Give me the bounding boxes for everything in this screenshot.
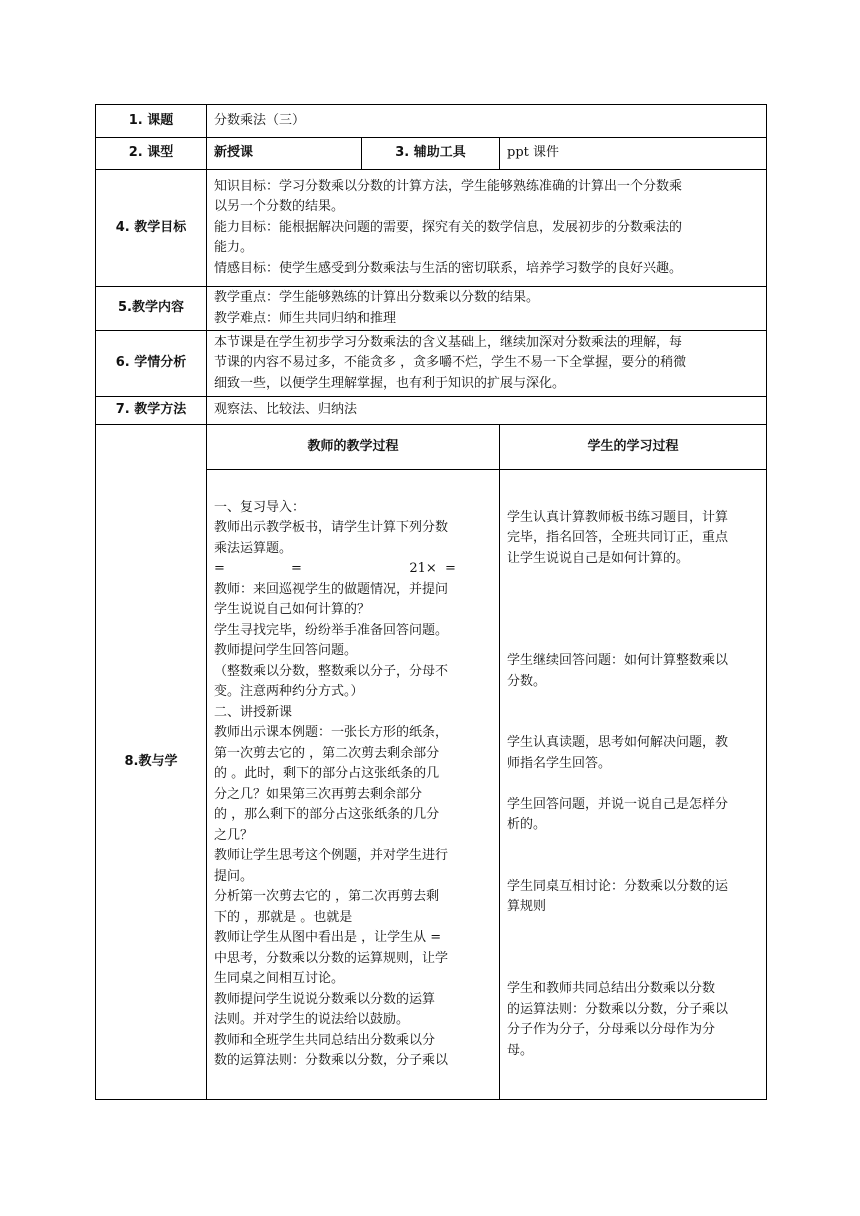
- student-process-line: 学生和教师共同总结出分数乘以分数: [507, 981, 716, 997]
- teacher-process-line: 教师出示课本例题：一张长方形的纸条，: [214, 725, 449, 740]
- lesson-type-label: 2. 课型: [96, 138, 207, 170]
- student-process-line: 学生认真读题，思考如何解决问题，教: [507, 735, 729, 751]
- spacer: [507, 918, 759, 939]
- teacher-process-line: 教师出示教学板书，请学生计算下列分数: [214, 520, 449, 535]
- objectives-line: 情感目标：使学生感受到分数乘法与生活的密切联系，培养学习数学的良好兴趣。: [214, 260, 683, 276]
- student-process-line: 完毕，指名回答，全班共同订正，重点: [507, 530, 729, 546]
- teach-learn-label: 8.教与学: [96, 425, 207, 1100]
- spacer: [507, 836, 759, 857]
- student-process-line: 析的。: [507, 817, 547, 833]
- teacher-process-line: 教师和全班学生共同总结出分数乘以分: [214, 1032, 436, 1048]
- teacher-process-line: 下的 ，那就是 。也就是: [214, 909, 353, 925]
- teacher-process-cell: [207, 470, 500, 1100]
- topic-value: 分数乘法（三）: [207, 105, 767, 138]
- spacer: [507, 569, 759, 590]
- row-process-head: [96, 425, 767, 470]
- student-process-line: 学生回答问题，并说一说自己是怎样分: [507, 796, 729, 812]
- student-process-line: 的运算法则：分数乘以分数，分子乘以: [507, 1001, 729, 1017]
- teacher-process-line: 的 ，那么剩下的部分占这张纸条的几分: [214, 807, 440, 822]
- teacher-process-line: 学生说说自己如何计算的？: [214, 602, 371, 617]
- spacer: [507, 713, 759, 734]
- objectives-text: [207, 170, 767, 287]
- analysis-line: 细致一些，以便学生理解掌握，也有利于知识的扩展与深化。: [214, 375, 566, 391]
- teacher-process-line: 一、复习导入：: [214, 499, 306, 515]
- teacher-process-line: 二、讲授新课: [214, 704, 293, 720]
- teacher-process-line: 中思考，分数乘以分数的运算规则，让学: [214, 950, 449, 966]
- teacher-process-line: 第一次剪去它的 ，第二次剪去剩余部分: [214, 745, 440, 761]
- content-line: 教学难点：师生共同归纳和推理: [214, 310, 397, 326]
- student-process-line: 学生同桌互相讨论：分数乘以分数的运: [507, 878, 729, 894]
- student-process-line: 分子作为分子，分母乘以分母作为分: [507, 1022, 716, 1038]
- content-label: 5.教学内容: [96, 287, 207, 331]
- teacher-process-line: 教师提问学生回答问题。: [214, 643, 358, 658]
- teacher-process-line: 教师提问学生说说分数乘以分数的运算: [214, 991, 436, 1007]
- teacher-process-line: 教师：来回巡视学生的做题情况，并提问: [214, 581, 449, 597]
- spacer: [507, 692, 759, 713]
- teacher-process-heading: 教师的教学过程: [207, 425, 500, 470]
- spacer: [507, 959, 759, 980]
- spacer: [507, 610, 759, 631]
- student-process-heading: 学生的学习过程: [500, 425, 767, 470]
- student-process-line: 算规则: [507, 899, 547, 915]
- lesson-plan-table: [95, 104, 767, 1100]
- spacer: [507, 631, 759, 652]
- analysis-text: [207, 331, 767, 397]
- teacher-process-line: 生同桌之间相互讨论。: [214, 971, 345, 986]
- spacer: [507, 590, 759, 611]
- row-analysis: [96, 331, 767, 397]
- row-lesson-type: [96, 138, 767, 170]
- lesson-type-value: 新授课: [207, 138, 362, 170]
- student-process-line: 让学生说说自己是如何计算的。: [507, 550, 690, 566]
- teacher-process-line: 变。注意两种约分方式。）: [214, 684, 364, 699]
- spacer: [507, 856, 759, 877]
- teacher-process-line: 分析第一次剪去它的 ，第二次再剪去剩: [214, 889, 440, 904]
- student-process-line: 学生认真计算教师板书练习题目，计算: [507, 509, 729, 525]
- teacher-process-line: 之几？: [214, 827, 254, 843]
- teacher-process-line: （整数乘以分数，整数乘以分子，分母不: [214, 663, 449, 679]
- objectives-label: 4. 教学目标: [96, 170, 207, 287]
- spacer: [507, 938, 759, 959]
- row-methods: [96, 397, 767, 425]
- teacher-process-line: 数的运算法则：分数乘以分数，分子乘以: [214, 1053, 449, 1068]
- objectives-line: 能力。: [214, 240, 254, 256]
- analysis-line: 节课的内容不易过多，不能贪多 ，贪多嚼不烂，学生不易一下全掌握，要分的稍微: [214, 355, 687, 371]
- row-objectives: [96, 170, 767, 287]
- student-process-line: 分数。: [507, 673, 547, 689]
- student-process-line: 母。: [507, 1042, 534, 1058]
- content-line: 教学重点：学生能够熟练的计算出分数乘以分数的结果。: [214, 290, 540, 305]
- topic-label: 1. 课题: [96, 105, 207, 138]
- spacer: [507, 774, 759, 795]
- teacher-process-line: 提问。: [214, 868, 254, 884]
- content-text: [207, 287, 767, 331]
- teacher-process-line: 的 。此时，剩下的部分占这张纸条的几: [214, 766, 440, 781]
- objectives-line: 知识目标：学习分数乘以分数的计算方法，学生能够熟练准确的计算出一个分数乘: [214, 178, 683, 194]
- teacher-process-line: 乘法运算题。: [214, 540, 293, 556]
- aux-tools-value: ppt 课件: [500, 138, 767, 170]
- teacher-process-line: 教师让学生从图中看出是 ，让学生从 =: [214, 930, 442, 945]
- analysis-label: 6. 学情分析: [96, 331, 207, 397]
- student-process-line: 师指名学生回答。: [507, 755, 612, 771]
- row-topic: [96, 105, 767, 138]
- methods-value: 观察法、比较法、归纳法: [207, 397, 767, 425]
- analysis-line: 本节课是在学生初步学习分数乘法的含义基础上，继续加深对分数乘法的理解，每: [214, 334, 683, 350]
- teacher-process-line: 法则。并对学生的说法给以鼓励。: [214, 1012, 410, 1027]
- objectives-line: 能力目标：能根据解决问题的需要，探究有关的数学信息，发展初步的分数乘法的: [214, 219, 683, 235]
- methods-label: 7. 教学方法: [96, 397, 207, 425]
- teacher-process-line: 分之几？如果第三次再剪去剩余部分: [214, 786, 423, 802]
- teacher-process-line: = = 21× =: [214, 561, 456, 576]
- student-process-cell: [500, 470, 767, 1100]
- student-process-line: 学生继续回答问题：如何计算整数乘以: [507, 653, 729, 669]
- teacher-process-line: 学生寻找完毕，纷纷举手准备回答问题。: [214, 622, 449, 638]
- aux-tools-label: 3. 辅助工具: [362, 138, 500, 170]
- row-content: [96, 287, 767, 331]
- objectives-line: 以另一个分数的结果。: [214, 199, 345, 215]
- teacher-process-line: 教师让学生思考这个例题，并对学生进行: [214, 848, 449, 863]
